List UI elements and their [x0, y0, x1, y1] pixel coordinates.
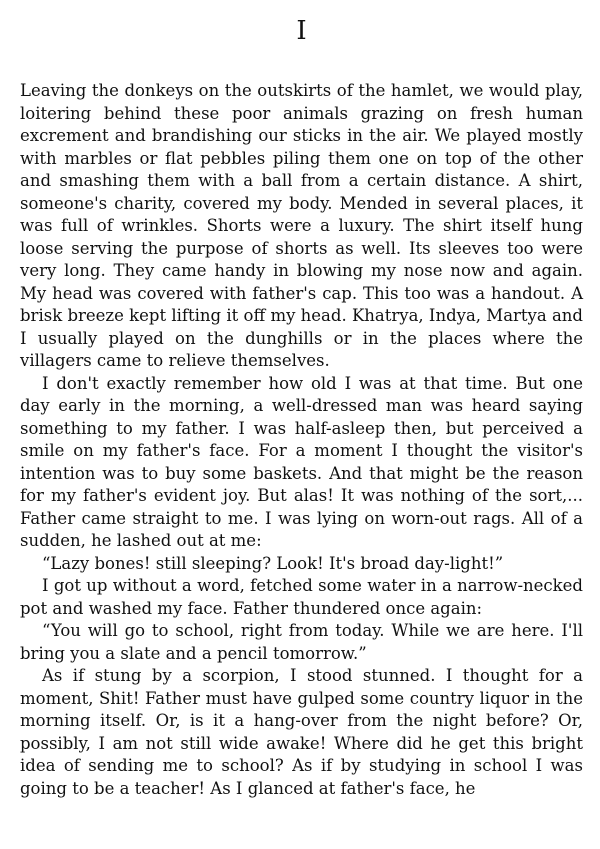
paragraph: I got up without a word, fetched some water in a narrow-necked pot and washed my face. Father thundered once again: — [20, 576, 583, 618]
paragraph: As if stung by a scorpion, I stood stunned. I thought for a moment, Shit! Father must have gulped some country liquor in the morning itself. Or, is it a hang-over from the night before? Or, possibly, I am not still wide awake! Where did he get this bright idea of sending me to school? As if by studying in school I was going to be a teacher! As I glanced at father's face, he — [20, 666, 583, 798]
paragraph: Leaving the donkeys on the outskirts of the hamlet, we would play, loitering behind these poor animals grazing on fresh human excrement and brandishing our sticks in the air. We played mostly with marbles or flat pebbles piling them one on top of the other and smashing them with a ball from a certain distance. A shirt, someone's charity, covered my body. Mended in several places, it was full of wrinkles. Shorts were a luxury. The shirt itself hung loose serving the purpose of shorts as well. Its sleeves too were very long. They came handy in blowing my nose now and again. My head was covered with father's cap. This too was a handout. A brisk breeze kept lifting it off my head. Khatrya, Indya, Martya and I usually played on the dunghills or in the places where the villagers came to relieve themselves. — [20, 81, 583, 370]
chapter-heading: I — [296, 16, 307, 46]
paragraph: I don't exactly remember how old I was at that time. But one day early in the morning, a well-dressed man was heard saying something to my father. I was half-asleep then, but perceived a smile on my father's face. For a moment I thought the visitor's intention was to buy some baskets. And that might be the reason for my father's evident joy. But alas! It was nothing of the sort,... Father came straight to me. I was lying on worn-out rags. All of a sudden, he lashed out at me: — [20, 373, 583, 550]
dialogue-paragraph: “Lazy bones! still sleeping? Look! It's broad day-light!” — [42, 553, 504, 573]
body-text — [20, 80, 583, 800]
book-page — [20, 0, 583, 800]
dialogue-paragraph: “You will go to school, right from today. While we are here. I'll bring you a slate and a pencil tomorrow.” — [20, 621, 583, 663]
